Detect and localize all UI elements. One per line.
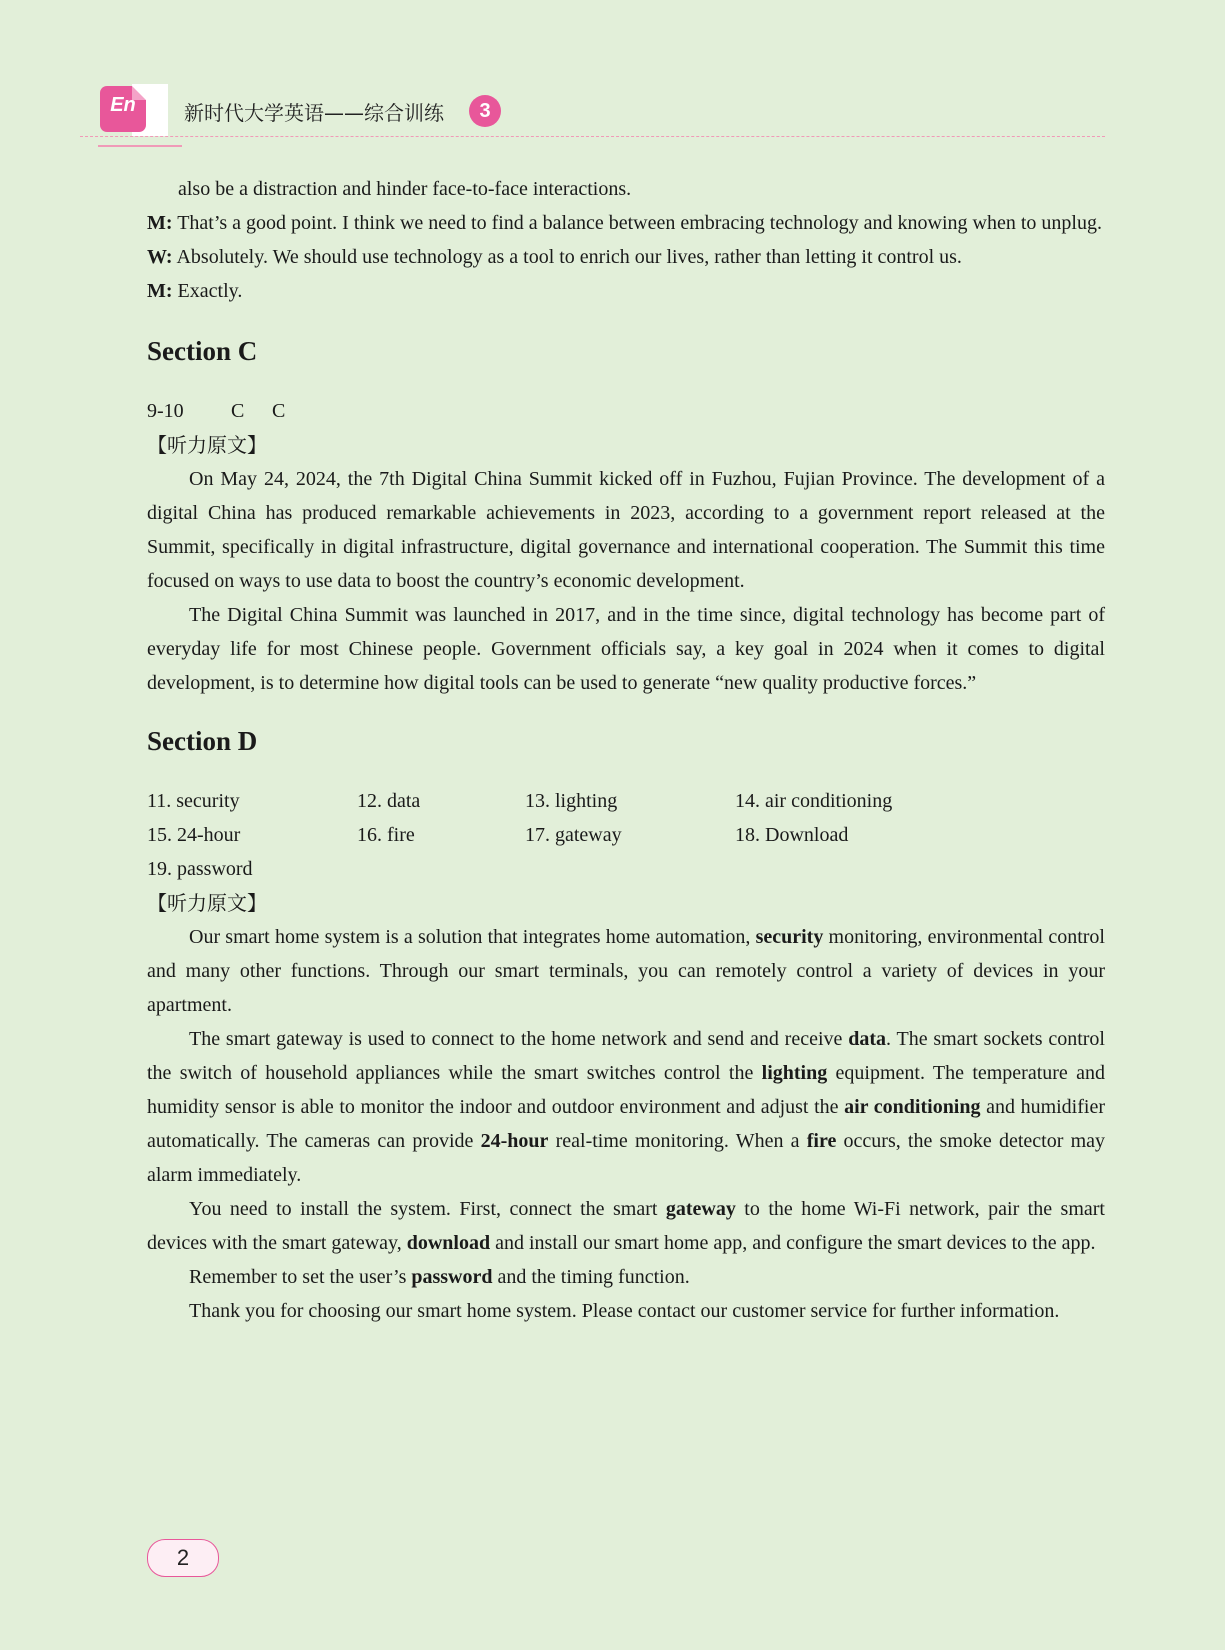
- text-run: You need to install the system. First, connect the smart: [189, 1198, 666, 1220]
- page-content: [147, 172, 1105, 1328]
- page-number: 2: [147, 1539, 219, 1577]
- speaker-label: W:: [147, 246, 173, 268]
- dialogue-line: also be a distraction and hinder face-to-face interactions.: [178, 178, 632, 200]
- answer-range: 9-10: [147, 400, 184, 422]
- text-run: Our smart home system is a solution that integrates home automation,: [189, 926, 756, 948]
- keyword: 24-hour: [480, 1130, 549, 1152]
- keyword: fire: [806, 1130, 837, 1152]
- answer-item: 19. password: [147, 858, 253, 880]
- keyword: data: [848, 1028, 887, 1050]
- page-header: [0, 0, 1225, 150]
- speaker-label: M:: [147, 280, 173, 302]
- dialogue-line: [147, 240, 1105, 274]
- logo-text: En: [110, 94, 136, 116]
- dialogue-text: Absolutely. We should use technology as a tool to enrich our lives, rather than letting it control us.: [176, 246, 962, 268]
- keyword: gateway: [665, 1198, 736, 1220]
- dialogue-text: Exactly.: [177, 280, 243, 302]
- transcript-paragraph: [147, 920, 1105, 1022]
- text-run: The smart gateway is used to connect to the home network and send and receive: [189, 1028, 849, 1050]
- answer-item: 12. data: [357, 790, 421, 812]
- text-run: equipment. The temperature and humidity sensor is able to monitor the indoor and outdoor environment and adjust the: [147, 1062, 1105, 1118]
- dialogue-text: That’s a good point. I think we need to find a balance between embracing technology and knowing when to unplug.: [177, 212, 1102, 234]
- header-accent-line: [98, 145, 182, 147]
- keyword: download: [406, 1232, 491, 1254]
- keyword: security: [755, 926, 824, 948]
- answer-item: 16. fire: [357, 824, 415, 846]
- text-run: to the home Wi-Fi network, pair the smart devices with the smart gateway,: [147, 1198, 1105, 1254]
- dialogue-line: [147, 206, 1105, 240]
- answer-item: 13. lighting: [525, 790, 618, 812]
- en-logo-icon: [100, 86, 146, 132]
- section-c-answers: [147, 394, 1105, 428]
- transcript-paragraph: [147, 1192, 1105, 1260]
- transcript-label: 【听力原文】: [147, 891, 267, 915]
- answer-item: 15. 24-hour: [147, 824, 241, 846]
- text-run: and humidifier automatically. The cameras can provide: [147, 1096, 1105, 1152]
- text-run: . The smart sockets control the switch of household appliances while the smart switches control the: [147, 1028, 1105, 1084]
- section-d-answers: [147, 784, 1105, 886]
- transcript-paragraph: On May 24, 2024, the 7th Digital China Summit kicked off in Fuzhou, Fujian Province. The development of a digital China has produced remarkable achievements in 2023, according to a government report released at the Summit, specifically in digital infrastructure, digital governance and international cooperation. The Summit this time focused on ways to use data to boost the country’s economic development.: [147, 468, 1105, 592]
- answer-item: C: [272, 400, 286, 422]
- book-title: 新时代大学英语——综合训练: [184, 101, 444, 125]
- answer-item: 14. air conditioning: [735, 790, 893, 812]
- transcript-label: 【听力原文】: [147, 433, 267, 457]
- answer-item: 17. gateway: [525, 824, 622, 846]
- header-dashed-divider: [80, 136, 1105, 137]
- speaker-label: M:: [147, 212, 173, 234]
- transcript-paragraph: The Digital China Summit was launched in 2017, and in the time since, digital technology has become part of everyday life for most Chinese people. Government officials say, a key goal in 2024 when it comes to digital development, is to determine how digital tools can be used to generate “new quality productive forces.”: [147, 604, 1105, 694]
- section-c-title: Section C: [147, 336, 258, 366]
- transcript-paragraph: Thank you for choosing our smart home system. Please contact our customer service for further information.: [189, 1300, 1060, 1322]
- text-run: and install our smart home app, and configure the smart devices to the app.: [490, 1232, 1096, 1254]
- dialogue-line: [147, 274, 1105, 308]
- transcript-paragraph: [147, 1260, 1105, 1294]
- keyword: password: [411, 1266, 493, 1288]
- keyword: lighting: [761, 1062, 828, 1084]
- transcript-paragraph: [147, 1022, 1105, 1192]
- text-run: Remember to set the user’s: [189, 1266, 412, 1288]
- answer-item: 18. Download: [735, 824, 849, 846]
- keyword: air conditioning: [844, 1096, 981, 1118]
- section-d-title: Section D: [147, 726, 258, 756]
- text-run: monitoring, environmental control and many other functions. Through our smart terminals, you can remotely control a variety of devices in your apartment.: [147, 926, 1105, 1016]
- answer-item: C: [231, 400, 245, 422]
- text-run: occurs, the smoke detector may alarm immediately.: [147, 1130, 1106, 1186]
- text-run: and the timing function.: [492, 1266, 690, 1288]
- volume-badge: 3: [469, 95, 501, 127]
- answer-item: 11. security: [147, 790, 240, 812]
- text-run: real-time monitoring. When a: [548, 1130, 807, 1152]
